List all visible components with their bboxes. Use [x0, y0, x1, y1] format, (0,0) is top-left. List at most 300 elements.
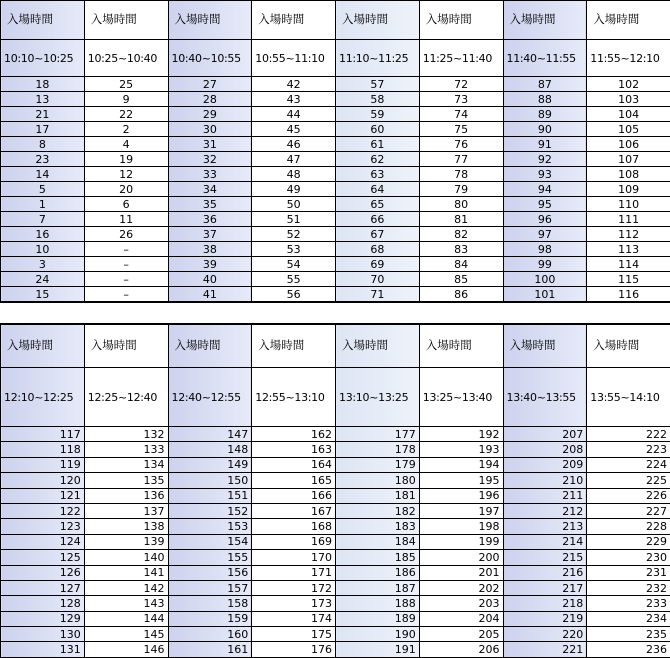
table-cell: 201: [419, 565, 503, 580]
table-cell: 69: [336, 257, 420, 272]
table-cell: 230: [587, 550, 670, 565]
table-cell: 197: [419, 503, 503, 518]
table-cell: 62: [336, 152, 420, 167]
table-cell: 43: [252, 92, 336, 107]
time-slot: 13:40~13:55: [503, 368, 587, 427]
table-cell: 228: [587, 519, 670, 534]
table-cell: 104: [587, 107, 670, 122]
table-cell: 163: [252, 442, 336, 457]
table-cell: 127: [1, 580, 85, 595]
table-cell: 5: [1, 182, 85, 197]
table-cell: 23: [1, 152, 85, 167]
table-cell: 97: [503, 227, 587, 242]
table-cell: 25: [84, 77, 168, 92]
header-label: 入場時間: [84, 325, 168, 368]
table-cell: 146: [84, 642, 168, 657]
table-row: [1, 473, 670, 488]
table-cell: 33: [168, 167, 252, 182]
table-cell: 226: [587, 488, 670, 503]
table-cell: 42: [252, 77, 336, 92]
table-cell: 123: [1, 519, 85, 534]
table-cell: 59: [336, 107, 420, 122]
time-slot: 12:25~12:40: [84, 368, 168, 427]
table-cell: 51: [252, 212, 336, 227]
table-cell: 61: [336, 137, 420, 152]
table-cell: 222: [587, 427, 670, 442]
table-cell: 114: [587, 257, 670, 272]
table-cell: 91: [503, 137, 587, 152]
table-cell: 216: [503, 565, 587, 580]
table-row: [1, 122, 670, 137]
table-cell: 80: [419, 197, 503, 212]
table-cell: 88: [503, 92, 587, 107]
header-label: 入場時間: [168, 1, 252, 40]
table-cell: 87: [503, 77, 587, 92]
table-cell: 190: [336, 627, 420, 642]
table-row: [1, 152, 670, 167]
table-cell: 29: [168, 107, 252, 122]
table-cell: 117: [1, 427, 85, 442]
table-row: [1, 503, 670, 518]
table-cell: 159: [168, 611, 252, 626]
table-cell: 194: [419, 457, 503, 472]
table-cell: 60: [336, 122, 420, 137]
table-cell: 4: [84, 137, 168, 152]
table-cell: 203: [419, 596, 503, 611]
table-cell: 143: [84, 596, 168, 611]
table-cell: 217: [503, 580, 587, 595]
table-cell: 196: [419, 488, 503, 503]
table-cell: 57: [336, 77, 420, 92]
table-cell: 133: [84, 442, 168, 457]
table-cell: –: [84, 242, 168, 257]
table-cell: 74: [419, 107, 503, 122]
table-cell: 64: [336, 182, 420, 197]
table-cell: 177: [336, 427, 420, 442]
table-cell: 112: [587, 227, 670, 242]
time-slot-row: [1, 368, 670, 427]
table-cell: 131: [1, 642, 85, 657]
table-cell: 193: [419, 442, 503, 457]
header-label: 入場時間: [419, 325, 503, 368]
table-cell: 206: [419, 642, 503, 657]
header-label: 入場時間: [168, 325, 252, 368]
time-slot-row: [1, 40, 670, 77]
table-cell: 103: [587, 92, 670, 107]
table-cell: 111: [587, 212, 670, 227]
table-cell: 126: [1, 565, 85, 580]
table-cell: 124: [1, 534, 85, 549]
table-cell: 58: [336, 92, 420, 107]
section-gap: [0, 302, 670, 324]
table-cell: 132: [84, 427, 168, 442]
table-cell: 225: [587, 473, 670, 488]
table-cell: 94: [503, 182, 587, 197]
header-row: [1, 1, 670, 40]
table-row: [1, 77, 670, 92]
table-row: [1, 92, 670, 107]
table-cell: 36: [168, 212, 252, 227]
table-cell: 40: [168, 272, 252, 287]
table-cell: 85: [419, 272, 503, 287]
table-cell: 41: [168, 287, 252, 302]
table-cell: 167: [252, 503, 336, 518]
table-cell: 116: [587, 287, 670, 302]
table-cell: 99: [503, 257, 587, 272]
table-cell: 168: [252, 519, 336, 534]
table-row: [1, 197, 670, 212]
table-cell: 209: [503, 457, 587, 472]
time-slot: 10:55~11:10: [252, 40, 336, 77]
table-cell: 180: [336, 473, 420, 488]
table-cell: 81: [419, 212, 503, 227]
table-cell: 48: [252, 167, 336, 182]
table-cell: 10: [1, 242, 85, 257]
table-cell: 212: [503, 503, 587, 518]
table-cell: 173: [252, 596, 336, 611]
table-cell: 181: [336, 488, 420, 503]
table-cell: 122: [1, 503, 85, 518]
time-slot: 11:40~11:55: [503, 40, 587, 77]
table-cell: 204: [419, 611, 503, 626]
table-cell: 54: [252, 257, 336, 272]
table-row: [1, 227, 670, 242]
table-row: [1, 167, 670, 182]
table-row: [1, 642, 670, 657]
table-row: [1, 596, 670, 611]
table-cell: 71: [336, 287, 420, 302]
table-cell: 130: [1, 627, 85, 642]
table-cell: 164: [252, 457, 336, 472]
table-cell: 92: [503, 152, 587, 167]
table-row: [1, 519, 670, 534]
header-label: 入場時間: [587, 1, 670, 40]
table-cell: 148: [168, 442, 252, 457]
table-cell: 113: [587, 242, 670, 257]
table-cell: 9: [84, 92, 168, 107]
table-cell: 52: [252, 227, 336, 242]
table-cell: 154: [168, 534, 252, 549]
table-cell: 39: [168, 257, 252, 272]
time-slot: 10:25~10:40: [84, 40, 168, 77]
table-cell: 218: [503, 596, 587, 611]
table-cell: 27: [168, 77, 252, 92]
table-cell: 32: [168, 152, 252, 167]
table-cell: 63: [336, 167, 420, 182]
table-cell: 13: [1, 92, 85, 107]
table-cell: 224: [587, 457, 670, 472]
table-cell: 75: [419, 122, 503, 137]
table-cell: 28: [168, 92, 252, 107]
table-cell: 231: [587, 565, 670, 580]
table-cell: 17: [1, 122, 85, 137]
table-cell: 155: [168, 550, 252, 565]
table-cell: 14: [1, 167, 85, 182]
table-cell: 44: [252, 107, 336, 122]
table-cell: 31: [168, 137, 252, 152]
table-cell: 50: [252, 197, 336, 212]
table-cell: 227: [587, 503, 670, 518]
table-cell: 157: [168, 580, 252, 595]
table-cell: 175: [252, 627, 336, 642]
table-cell: 49: [252, 182, 336, 197]
table-cell: 188: [336, 596, 420, 611]
table-cell: 229: [587, 534, 670, 549]
header-label: 入場時間: [1, 325, 85, 368]
table-cell: 191: [336, 642, 420, 657]
table-cell: 73: [419, 92, 503, 107]
table-cell: 200: [419, 550, 503, 565]
table-cell: 6: [84, 197, 168, 212]
table-cell: 183: [336, 519, 420, 534]
table-cell: 15: [1, 287, 85, 302]
table-cell: 56: [252, 287, 336, 302]
table-row: [1, 534, 670, 549]
table-cell: 7: [1, 212, 85, 227]
table-cell: 12: [84, 167, 168, 182]
table-cell: 135: [84, 473, 168, 488]
header-label: 入場時間: [84, 1, 168, 40]
table-cell: 86: [419, 287, 503, 302]
table-cell: 3: [1, 257, 85, 272]
table-cell: 192: [419, 427, 503, 442]
time-slot: 12:40~12:55: [168, 368, 252, 427]
table-cell: 199: [419, 534, 503, 549]
time-slot: 13:25~13:40: [419, 368, 503, 427]
table-cell: 128: [1, 596, 85, 611]
table-cell: 76: [419, 137, 503, 152]
header-label: 入場時間: [336, 325, 420, 368]
table-cell: 210: [503, 473, 587, 488]
block1-table: [0, 0, 670, 302]
table-cell: 98: [503, 242, 587, 257]
table-cell: 115: [587, 272, 670, 287]
table-row: [1, 488, 670, 503]
header-label: 入場時間: [1, 1, 85, 40]
table-row: [1, 611, 670, 626]
table-cell: 34: [168, 182, 252, 197]
table-cell: 178: [336, 442, 420, 457]
table-cell: 233: [587, 596, 670, 611]
table-cell: 125: [1, 550, 85, 565]
table-cell: 35: [168, 197, 252, 212]
time-slot: 12:10~12:25: [1, 368, 85, 427]
table-cell: 151: [168, 488, 252, 503]
table-cell: 37: [168, 227, 252, 242]
table-cell: 171: [252, 565, 336, 580]
table-cell: 236: [587, 642, 670, 657]
table-cell: 110: [587, 197, 670, 212]
table-cell: 207: [503, 427, 587, 442]
table-cell: 118: [1, 442, 85, 457]
table-cell: 142: [84, 580, 168, 595]
header-label: 入場時間: [252, 325, 336, 368]
table-cell: 162: [252, 427, 336, 442]
table-cell: 156: [168, 565, 252, 580]
table-cell: 107: [587, 152, 670, 167]
time-slot: 10:40~10:55: [168, 40, 252, 77]
table-row: [1, 457, 670, 472]
table-cell: 106: [587, 137, 670, 152]
table-row: [1, 287, 670, 302]
block2-table: [0, 324, 670, 658]
table-cell: 119: [1, 457, 85, 472]
table-cell: 24: [1, 272, 85, 287]
table-cell: 223: [587, 442, 670, 457]
table-cell: 65: [336, 197, 420, 212]
table-cell: 16: [1, 227, 85, 242]
table-cell: 95: [503, 197, 587, 212]
table-cell: 108: [587, 167, 670, 182]
table-cell: 184: [336, 534, 420, 549]
table-cell: 172: [252, 580, 336, 595]
table-cell: 89: [503, 107, 587, 122]
table-cell: 53: [252, 242, 336, 257]
table-cell: 38: [168, 242, 252, 257]
header-label: 入場時間: [252, 1, 336, 40]
table-cell: 141: [84, 565, 168, 580]
table-cell: 170: [252, 550, 336, 565]
table-cell: 136: [84, 488, 168, 503]
table-cell: 186: [336, 565, 420, 580]
table-cell: 140: [84, 550, 168, 565]
table-cell: 166: [252, 488, 336, 503]
table-row: [1, 550, 670, 565]
table-cell: 169: [252, 534, 336, 549]
table-cell: 144: [84, 611, 168, 626]
table-cell: 187: [336, 580, 420, 595]
table-cell: 211: [503, 488, 587, 503]
header-label: 入場時間: [336, 1, 420, 40]
table-cell: 45: [252, 122, 336, 137]
table-cell: 234: [587, 611, 670, 626]
table-cell: 68: [336, 242, 420, 257]
time-slot: 11:55~12:10: [587, 40, 670, 77]
header-label: 入場時間: [587, 325, 670, 368]
table-row: [1, 137, 670, 152]
table-cell: 147: [168, 427, 252, 442]
table-cell: 30: [168, 122, 252, 137]
header-row: [1, 325, 670, 368]
table-cell: 129: [1, 611, 85, 626]
table-cell: 8: [1, 137, 85, 152]
table-row: [1, 627, 670, 642]
table-cell: 18: [1, 77, 85, 92]
table-cell: 208: [503, 442, 587, 457]
table-row: [1, 107, 670, 122]
table-cell: 66: [336, 212, 420, 227]
table-cell: 150: [168, 473, 252, 488]
table-cell: 176: [252, 642, 336, 657]
table-cell: 165: [252, 473, 336, 488]
table-cell: 19: [84, 152, 168, 167]
time-slot: 13:10~13:25: [336, 368, 420, 427]
table-cell: 67: [336, 227, 420, 242]
table-cell: 21: [1, 107, 85, 122]
table-cell: 1: [1, 197, 85, 212]
table-cell: –: [84, 257, 168, 272]
table-cell: 77: [419, 152, 503, 167]
table-cell: 213: [503, 519, 587, 534]
table-cell: 232: [587, 580, 670, 595]
table-cell: 47: [252, 152, 336, 167]
table-row: [1, 257, 670, 272]
table-cell: 153: [168, 519, 252, 534]
time-slot: 11:25~11:40: [419, 40, 503, 77]
table-cell: 84: [419, 257, 503, 272]
table-row: [1, 272, 670, 287]
table-cell: 101: [503, 287, 587, 302]
table-cell: 189: [336, 611, 420, 626]
table-cell: 179: [336, 457, 420, 472]
table-cell: 137: [84, 503, 168, 518]
table-cell: 100: [503, 272, 587, 287]
table-cell: 182: [336, 503, 420, 518]
header-label: 入場時間: [419, 1, 503, 40]
table-cell: 198: [419, 519, 503, 534]
table-row: [1, 580, 670, 595]
table-cell: –: [84, 272, 168, 287]
table-cell: 202: [419, 580, 503, 595]
time-slot: 12:55~13:10: [252, 368, 336, 427]
table-cell: 195: [419, 473, 503, 488]
table-cell: 214: [503, 534, 587, 549]
table-cell: 120: [1, 473, 85, 488]
table-cell: 46: [252, 137, 336, 152]
table-cell: 11: [84, 212, 168, 227]
table-cell: 90: [503, 122, 587, 137]
table-row: [1, 565, 670, 580]
time-slot: 13:55~14:10: [587, 368, 670, 427]
table-cell: 79: [419, 182, 503, 197]
table-cell: 55: [252, 272, 336, 287]
time-slot: 11:10~11:25: [336, 40, 420, 77]
table-cell: 20: [84, 182, 168, 197]
table-cell: 174: [252, 611, 336, 626]
table-row: [1, 442, 670, 457]
table-cell: 138: [84, 519, 168, 534]
table-row: [1, 182, 670, 197]
table-cell: 83: [419, 242, 503, 257]
table-cell: 121: [1, 488, 85, 503]
table-cell: 96: [503, 212, 587, 227]
table-cell: 220: [503, 627, 587, 642]
table-cell: 145: [84, 627, 168, 642]
table-cell: 82: [419, 227, 503, 242]
table-cell: 93: [503, 167, 587, 182]
table-cell: 205: [419, 627, 503, 642]
table-cell: 22: [84, 107, 168, 122]
table-cell: 219: [503, 611, 587, 626]
table-cell: 221: [503, 642, 587, 657]
table-cell: 134: [84, 457, 168, 472]
table-row: [1, 427, 670, 442]
table-cell: 152: [168, 503, 252, 518]
table-cell: 160: [168, 627, 252, 642]
table-cell: 105: [587, 122, 670, 137]
header-label: 入場時間: [503, 325, 587, 368]
table-cell: 72: [419, 77, 503, 92]
table-cell: 235: [587, 627, 670, 642]
table-row: [1, 212, 670, 227]
table-cell: 149: [168, 457, 252, 472]
table-row: [1, 242, 670, 257]
table-cell: 102: [587, 77, 670, 92]
table-cell: 78: [419, 167, 503, 182]
time-slot: 10:10~10:25: [1, 40, 85, 77]
table-cell: 215: [503, 550, 587, 565]
table-cell: 26: [84, 227, 168, 242]
